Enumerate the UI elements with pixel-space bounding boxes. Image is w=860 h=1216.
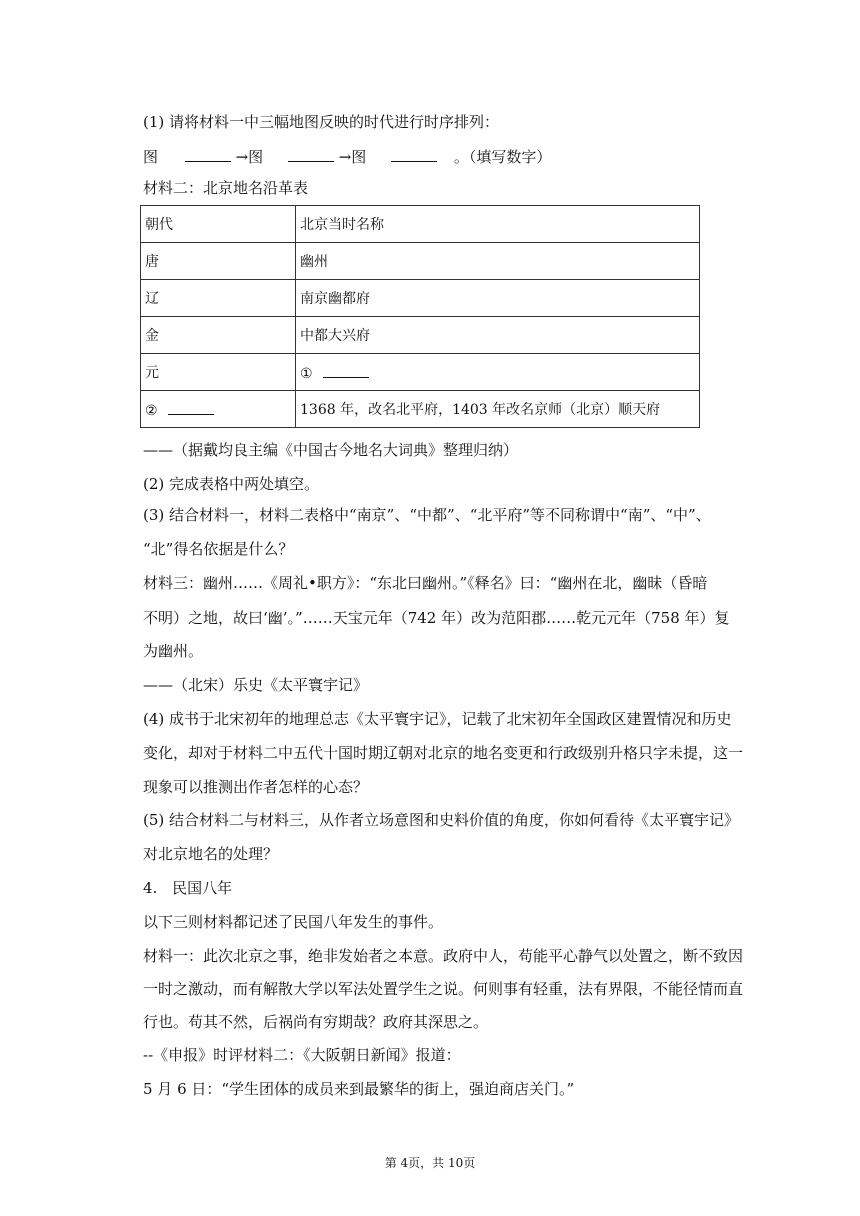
table-cell: 南京幽都府: [296, 280, 700, 317]
table-cell: 1368 年，改名北平府，1403 年改名京师（北京）顺天府: [296, 391, 700, 428]
table-cell: 朝代: [141, 206, 296, 243]
fill-suffix: 。（填写数字）: [453, 148, 552, 166]
question-5-line-1: (5) 结合材料二与材料三，从作者立场意图和史料价值的角度，你如何看待《太平寰宇记》: [143, 811, 740, 829]
question-1-fill-line: [143, 147, 551, 167]
material-3-line-2: 不明）之地，故曰‘幽’。”……天宝元年（742 年）改为范阳郡……乾元元年（758 年）复: [143, 609, 730, 627]
answer-blank-2[interactable]: [288, 147, 334, 162]
blank-marker-2: ②: [145, 402, 158, 419]
question-4-line-3: 现象可以推测出作者怎样的心态？: [143, 778, 369, 796]
table-row: [141, 206, 700, 243]
section-4-material-1-source: --《申报》时评材料二：《大阪朝日新闻》报道：: [143, 1046, 461, 1064]
question-4-line-1: (4) 成书于北宋初年的地理总志《太平寰宇记》，记载了北宋初年全国政区建置情况和历史: [143, 710, 732, 728]
table-cell: 北京当时名称: [296, 206, 700, 243]
table-row: [141, 243, 700, 280]
place-name-table: [140, 205, 700, 428]
section-title: 民国八年: [172, 879, 233, 897]
table-cell: 幽州: [296, 243, 700, 280]
answer-blank-1[interactable]: [185, 147, 231, 162]
fill-prefix: 图: [143, 148, 159, 166]
section-4-material-1-line-3: 行也。苟其不然，后祸尚有穷期哉？政府其深思之。: [143, 1013, 489, 1031]
arrow-2: →图: [338, 148, 367, 166]
table-row: [141, 280, 700, 317]
blank-marker-1: ①: [300, 365, 313, 382]
question-5-line-2: 对北京地名的处理？: [143, 845, 279, 863]
section-4-heading: [143, 878, 232, 898]
table-cell: 中都大兴府: [296, 317, 700, 354]
arrow-1: →图: [235, 148, 264, 166]
table-row: [141, 391, 700, 428]
question-2-text: (2) 完成表格中两处填空。: [143, 475, 320, 493]
section-4-material-1-line-1: 材料一：此次北京之事，绝非发始者之本意。政府中人，苟能平心静气以处置之，断不致因: [143, 947, 744, 965]
page-footer: 第 4页，共 10页: [384, 1156, 476, 1170]
table-cell: 元: [141, 354, 296, 391]
table-cell: 金: [141, 317, 296, 354]
answer-blank-ming[interactable]: [168, 400, 214, 415]
material-3-line-1: 材料三：幽州……《周礼•职方》：“东北曰幽州。”《释名》曰：“幽州在北，幽昧（昏暗: [143, 574, 708, 592]
question-3-line-2: “北”得名依据是什么？: [143, 540, 294, 558]
material-2-title: 材料二：北京地名沿革表: [143, 179, 309, 197]
table-cell-blank-1: [296, 354, 700, 391]
table-row: [141, 317, 700, 354]
table-cell: 唐: [141, 243, 296, 280]
section-4-intro: 以下三则材料都记述了民国八年发生的事件。: [143, 913, 444, 931]
section-number: 4.: [143, 879, 158, 897]
table-row: [141, 354, 700, 391]
question-4-line-2: 变化，却对于材料二中五代十国时期辽朝对北京的地名变更和行政级别升格只字未提，这一: [143, 744, 744, 762]
section-4-material-1-line-2: 一时之激动，而有解散大学以军法处置学生之说。何则事有轻重，法有界限，不能径情而直: [143, 980, 744, 998]
material-3-source: ——（北宋）乐史《太平寰宇记》: [143, 676, 369, 694]
table-cell: 辽: [141, 280, 296, 317]
table-cell-blank-2: [141, 391, 296, 428]
section-4-material-2-line-1: 5 月 6 日：“学生团体的成员来到最繁华的街上，强迫商店关门。”: [143, 1080, 575, 1098]
answer-blank-3[interactable]: [391, 147, 437, 162]
question-3-line-1: (3) 结合材料一，材料二表格中“南京”、“中都”、“北平府”等不同称谓中“南”、“中”、: [143, 506, 711, 524]
material-2-source: ——（据戴均良主编《中国古今地名大词典》整理归纳）: [143, 441, 519, 459]
question-1-text: (1) 请将材料一中三幅地图反映的时代进行时序排列：: [143, 113, 500, 131]
answer-blank-yuan[interactable]: [323, 363, 369, 378]
material-3-line-3: 为幽州。: [143, 642, 204, 660]
